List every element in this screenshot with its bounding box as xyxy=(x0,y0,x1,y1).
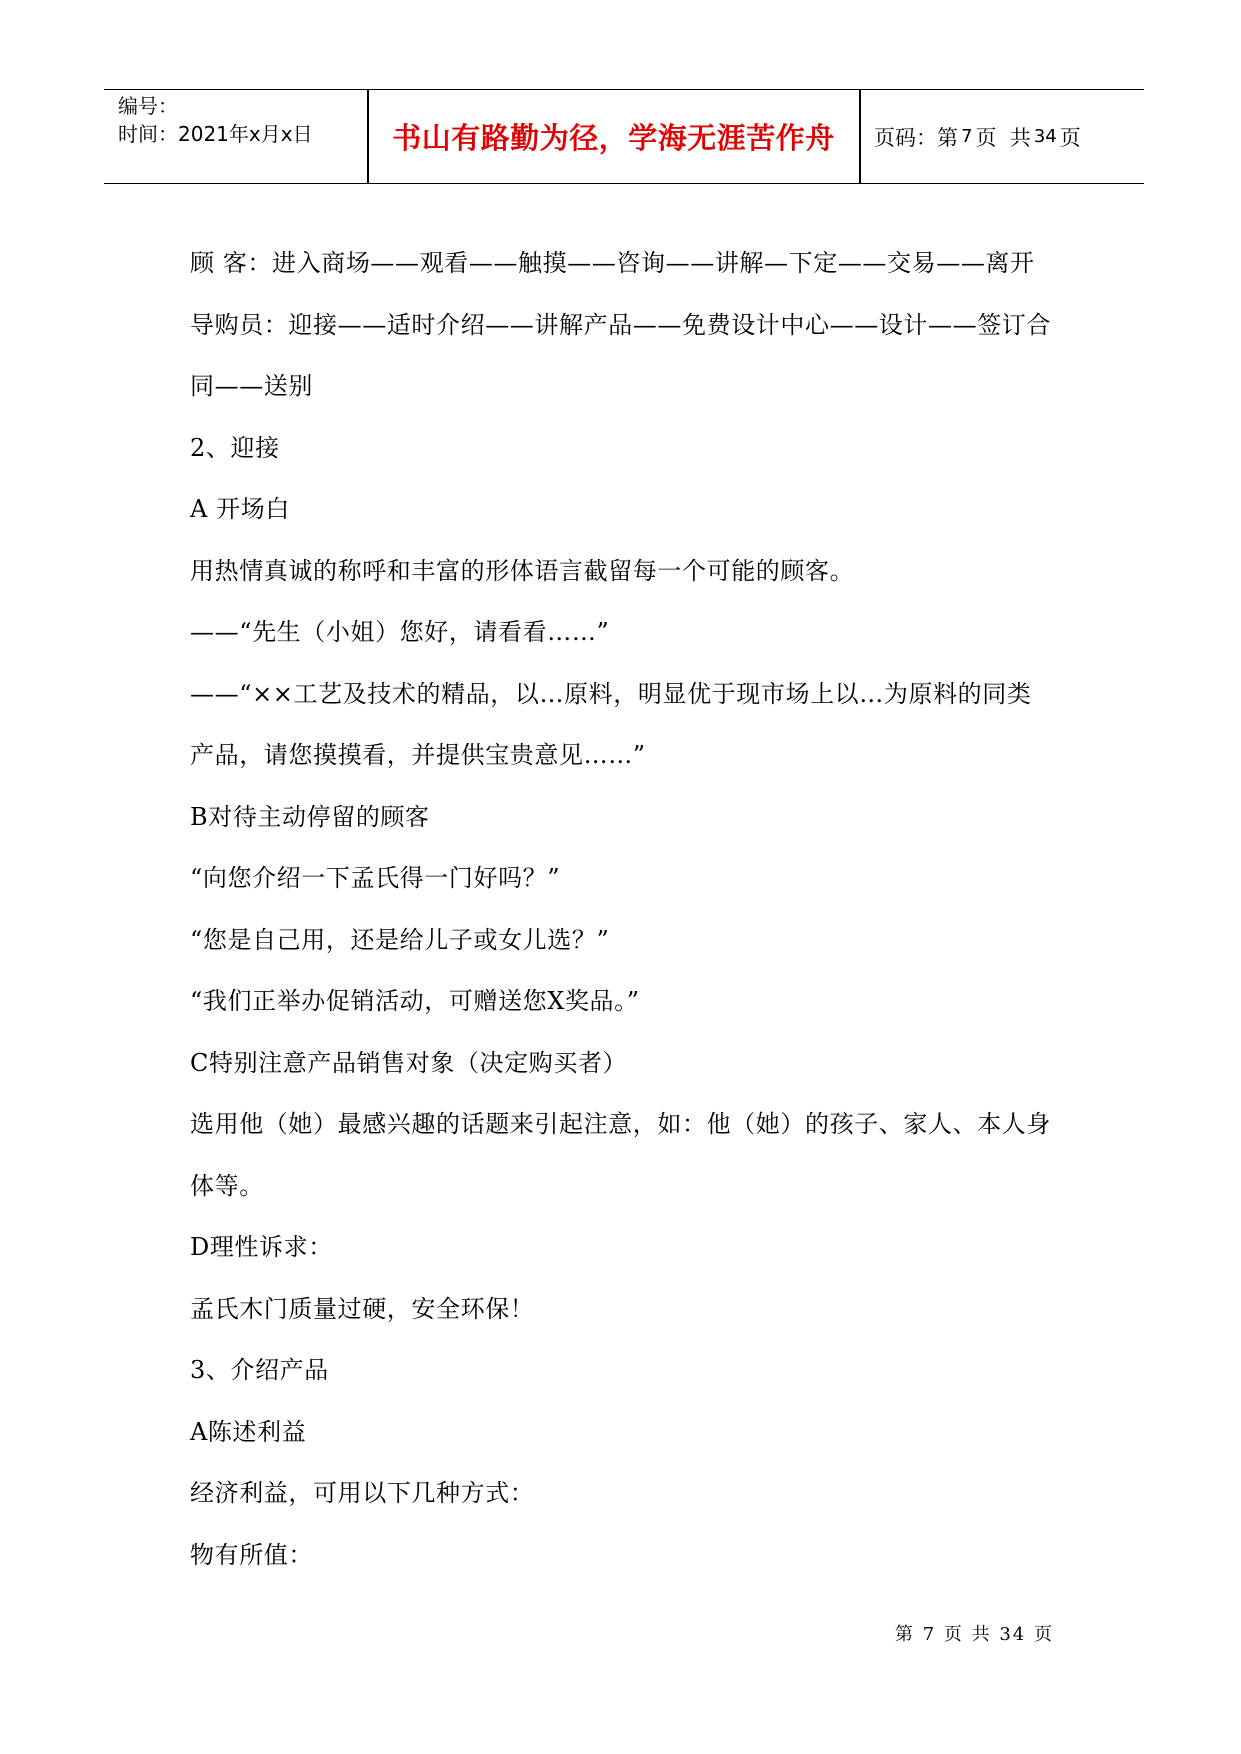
section-heading: 3、介绍产品 xyxy=(190,1356,329,1384)
body-line: 选用他（她）最感兴趣的话题来引起注意，如：他（她）的孩子、家人、本人身 xyxy=(190,1110,1051,1138)
body-line: 同——送别 xyxy=(190,372,313,400)
body-line: 导购员：迎接——适时介绍——讲解产品——免费设计中心——设计——签订合 xyxy=(190,310,1051,339)
header-page-number xyxy=(874,90,1081,183)
page-prefix: 页码：第 xyxy=(874,125,958,150)
body-line: “您是自己用，还是给儿子或女儿选？” xyxy=(190,925,610,954)
document-body xyxy=(190,233,1070,1586)
page-footer: 第 7 页 共 34 页 xyxy=(895,1624,1054,1645)
page-total: 34 xyxy=(1033,126,1057,147)
page-current: 7 xyxy=(961,126,973,147)
time-label: 时间：2021年x月x日 xyxy=(118,122,313,146)
body-line: “向您介绍一下孟氏得一门好吗？” xyxy=(190,864,561,892)
body-line: ——“××工艺及技术的精品，以…原料，明显优于现市场上以…为原料的同类 xyxy=(190,679,1032,708)
body-line: 产品，请您摸摸看，并提供宝贵意见……” xyxy=(190,741,646,769)
page-middle: 页 共 xyxy=(975,125,1031,150)
header-motto-cell xyxy=(368,90,859,183)
subsection-heading: A陈述利益 xyxy=(190,1417,307,1446)
body-line: “我们正举办促销活动，可赠送您X奖品。” xyxy=(190,987,640,1015)
subsection-heading: D理性诉求： xyxy=(190,1233,333,1261)
subsection-heading: A 开场白 xyxy=(190,495,290,523)
header-divider xyxy=(859,90,861,183)
subsection-heading: C特别注意产品销售对象（决定购买者） xyxy=(190,1048,628,1077)
page-suffix: 页 xyxy=(1059,125,1081,150)
section-heading: 2、迎接 xyxy=(190,433,280,462)
header-meta xyxy=(118,92,363,148)
subsection-heading: B对待主动停留的顾客 xyxy=(190,802,430,831)
serial-label: 编号： xyxy=(118,94,178,118)
body-line: 孟氏木门质量过硬，安全环保！ xyxy=(190,1294,535,1323)
body-line: 物有所值： xyxy=(190,1540,313,1569)
page-header xyxy=(104,89,1144,184)
header-motto: 书山有路勤为径，学海无涯苦作舟 xyxy=(392,121,835,155)
body-line: 经济利益，可用以下几种方式： xyxy=(190,1479,535,1507)
body-line: ——“先生（小姐）您好，请看看……” xyxy=(190,618,610,646)
body-line: 顾 客：进入商场——观看——触摸——咨询——讲解—下定——交易——离开 xyxy=(190,249,1035,277)
body-line: 体等。 xyxy=(190,1171,264,1200)
body-line: 用热情真诚的称呼和丰富的形体语言截留每一个可能的顾客。 xyxy=(190,556,855,585)
